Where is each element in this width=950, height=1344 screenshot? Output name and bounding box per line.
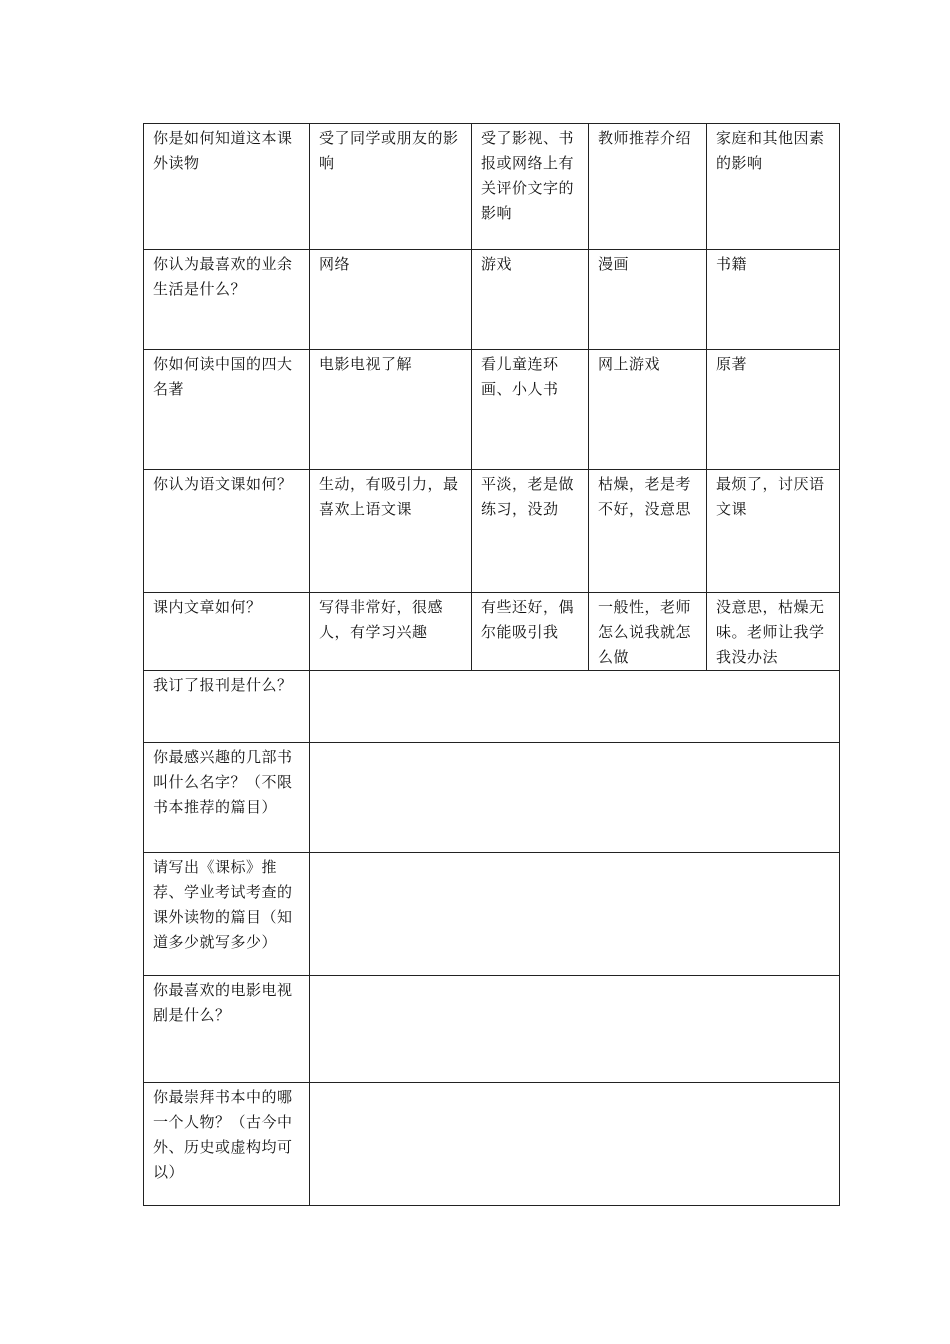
- answer-field[interactable]: [310, 671, 840, 743]
- survey-row-reading-source: [144, 124, 840, 250]
- option-cell[interactable]: 没意思，枯燥无味。老师让我学我没办法: [707, 593, 840, 671]
- question-cell: 你是如何知道这本课外读物: [144, 124, 310, 250]
- option-cell[interactable]: 漫画: [589, 250, 707, 350]
- option-cell[interactable]: 网络: [310, 250, 472, 350]
- option-cell[interactable]: 家庭和其他因素的影响: [707, 124, 840, 250]
- survey-row-four-classics: [144, 350, 840, 470]
- answer-field[interactable]: [310, 976, 840, 1083]
- answer-field[interactable]: [310, 1083, 840, 1206]
- question-cell: 我订了报刊是什么？: [144, 671, 310, 743]
- survey-row-favorite-films: [144, 976, 840, 1083]
- question-cell: 请写出《课标》推荐、学业考试考查的课外读物的篇目（知道多少就写多少）: [144, 853, 310, 976]
- question-cell: 你认为语文课如何？: [144, 470, 310, 593]
- question-cell: 你最感兴趣的几部书叫什么名字？（不限书本推荐的篇目）: [144, 743, 310, 853]
- survey-row-textbook-articles: [144, 593, 840, 671]
- survey-row-hobby: [144, 250, 840, 350]
- option-cell[interactable]: 受了影视、书报或网络上有关评价文字的影响: [472, 124, 589, 250]
- answer-field[interactable]: [310, 853, 840, 976]
- option-cell[interactable]: 最烦了，讨厌语文课: [707, 470, 840, 593]
- option-cell[interactable]: 游戏: [472, 250, 589, 350]
- answer-field[interactable]: [310, 743, 840, 853]
- survey-row-chinese-class: [144, 470, 840, 593]
- option-cell[interactable]: 平淡，老是做练习，没劲: [472, 470, 589, 593]
- question-cell: 你最喜欢的电影电视剧是什么？: [144, 976, 310, 1083]
- survey-row-curriculum-reading: [144, 853, 840, 976]
- option-cell[interactable]: 生动，有吸引力，最喜欢上语文课: [310, 470, 472, 593]
- question-cell: 你最崇拜书本中的哪一个人物？（古今中外、历史或虚构均可以）: [144, 1083, 310, 1206]
- option-cell[interactable]: 电影电视了解: [310, 350, 472, 470]
- question-cell: 你认为最喜欢的业余生活是什么？: [144, 250, 310, 350]
- option-cell[interactable]: 有些还好，偶尔能吸引我: [472, 593, 589, 671]
- survey-table: [143, 123, 840, 1206]
- question-cell: 课内文章如何？: [144, 593, 310, 671]
- option-cell[interactable]: 看儿童连环画、小人书: [472, 350, 589, 470]
- option-cell[interactable]: 书籍: [707, 250, 840, 350]
- survey-row-admired-character: [144, 1083, 840, 1206]
- survey-row-newspapers: [144, 671, 840, 743]
- option-cell[interactable]: 教师推荐介绍: [589, 124, 707, 250]
- option-cell[interactable]: 写得非常好，很感人，有学习兴趣: [310, 593, 472, 671]
- option-cell[interactable]: 网上游戏: [589, 350, 707, 470]
- question-cell: 你如何读中国的四大名著: [144, 350, 310, 470]
- option-cell[interactable]: 枯燥，老是考不好，没意思: [589, 470, 707, 593]
- option-cell[interactable]: 原著: [707, 350, 840, 470]
- option-cell[interactable]: 受了同学或朋友的影响: [310, 124, 472, 250]
- option-cell[interactable]: 一般性，老师怎么说我就怎么做: [589, 593, 707, 671]
- survey-row-favorite-books: [144, 743, 840, 853]
